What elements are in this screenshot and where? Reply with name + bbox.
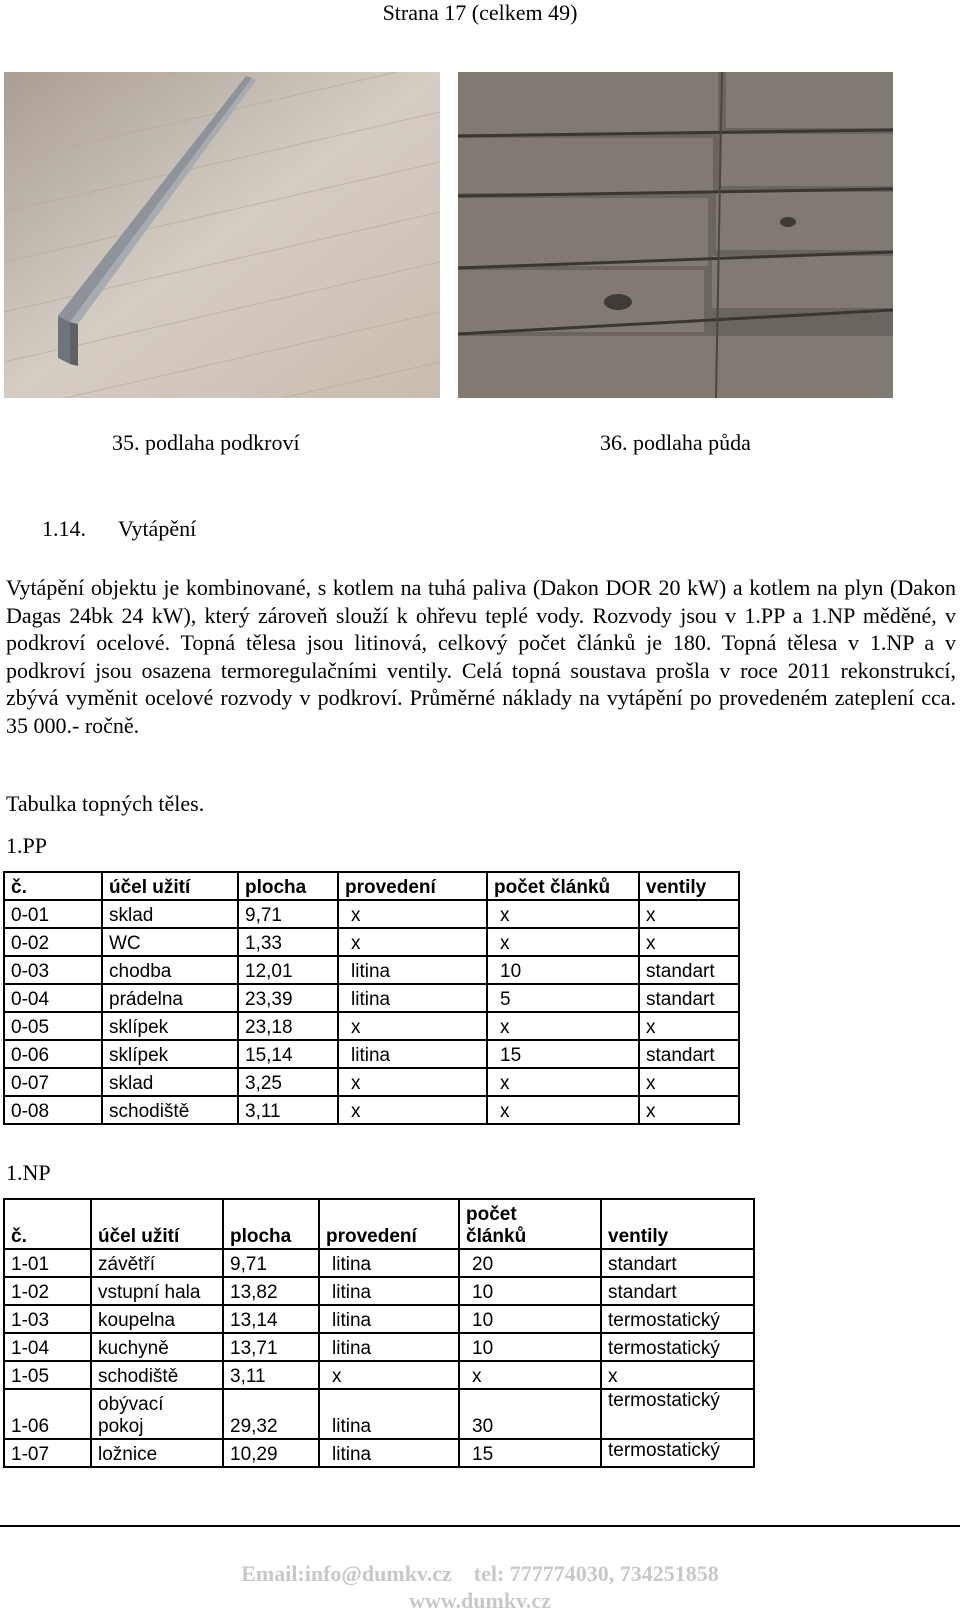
table-cell: 0-05 <box>4 1012 102 1040</box>
table-cell: litina <box>319 1333 459 1361</box>
table-cell: litina <box>338 956 487 984</box>
table-header-row <box>4 1199 754 1249</box>
table-row <box>4 956 739 984</box>
header-cell: účel užití <box>91 1199 223 1249</box>
table-cell: litina <box>319 1277 459 1305</box>
table-cell: 1-05 <box>4 1361 91 1389</box>
table-cell: litina <box>319 1305 459 1333</box>
header-cell: provedení <box>319 1199 459 1249</box>
table-cell: 0-01 <box>4 900 102 928</box>
table-cell: x <box>338 1068 487 1096</box>
table-cell: chodba <box>102 956 238 984</box>
table-cell: standart <box>601 1277 754 1305</box>
table-row <box>4 900 739 928</box>
table-cell: 1-07 <box>4 1439 91 1467</box>
table-row <box>4 984 739 1012</box>
header-cell: č. <box>4 872 102 900</box>
table-cell: x <box>338 1096 487 1124</box>
table-cell: 20 <box>459 1249 601 1277</box>
table-cell: 3,25 <box>238 1068 338 1096</box>
table-row <box>4 928 739 956</box>
table-cell: 29,32 <box>223 1389 319 1439</box>
table-cell: 0-03 <box>4 956 102 984</box>
table-cell: litina <box>338 984 487 1012</box>
table-cell: x <box>338 1012 487 1040</box>
radiator-table-basement <box>3 871 740 1125</box>
photo-attic-floor <box>4 72 440 398</box>
page-number: Strana 17 (celkem 49) <box>382 0 578 25</box>
table-cell: termostatický <box>601 1333 754 1361</box>
table-row <box>4 1040 739 1068</box>
footer-website: www.dumkv.cz <box>409 1588 551 1613</box>
table-cell: termostatický <box>601 1305 754 1333</box>
table-cell: 1-01 <box>4 1249 91 1277</box>
heating-description: Vytápění objektu je kombinované, s kotlem na tuhá paliva (Dakon DOR 20 kW) a kotlem na plyn (Dakon Dagas 24bk 24 kW), který zároveň slouží k ohřevu teplé vody. Rozvody jsou v 1.PP a 1.NP měděné, v podkroví ocelové. Topná tělesa jsou litinová, celkový počet článků je 180. Topná tělesa v 1.NP a v podkroví jsou osazena termoregulačními ventily. Celá topná soustava prošla v roce 2011 rekonstrukcí, zbývá vyměnit ocelové rozvody v podkroví. Průměrné náklady na vytápění po provedeném zateplení cca. 35 000.- ročně. <box>6 575 956 738</box>
table-cell: schodiště <box>102 1096 238 1124</box>
table-cell: 1,33 <box>238 928 338 956</box>
table-cell: 10 <box>487 956 639 984</box>
photo-caption-1: 35. podlaha podkroví <box>112 430 300 455</box>
table-cell: 15 <box>487 1040 639 1068</box>
photo-loft-floor <box>458 72 893 398</box>
table-cell: x <box>601 1361 754 1389</box>
table-cell: x <box>639 1012 739 1040</box>
table-cell: 1-02 <box>4 1277 91 1305</box>
table-row <box>4 1439 754 1467</box>
table-cell: litina <box>319 1389 459 1439</box>
table-header-row <box>4 872 739 900</box>
table-cell: x <box>487 1096 639 1124</box>
table-cell: 0-08 <box>4 1096 102 1124</box>
table-title: Tabulka topných těles. <box>6 791 205 816</box>
table-cell: 0-06 <box>4 1040 102 1068</box>
table-cell: vstupní hala <box>91 1277 223 1305</box>
table-cell: 1-04 <box>4 1333 91 1361</box>
table-row <box>4 1305 754 1333</box>
table-cell: x <box>487 900 639 928</box>
table-cell: 5 <box>487 984 639 1012</box>
floor-label-ground: 1.NP <box>6 1160 51 1185</box>
table-body <box>4 1249 754 1467</box>
table-cell: sklípek <box>102 1040 238 1068</box>
section-number: 1.14. <box>42 516 86 541</box>
floor-label-basement: 1.PP <box>6 833 47 858</box>
table-cell: 10 <box>459 1305 601 1333</box>
header-cell: počet článků <box>487 872 639 900</box>
header-cell: účel užití <box>102 872 238 900</box>
table-cell: kuchyně <box>91 1333 223 1361</box>
table-cell: x <box>338 900 487 928</box>
table-cell: schodiště <box>91 1361 223 1389</box>
table-cell: standart <box>601 1249 754 1277</box>
header-cell: ventily <box>601 1199 754 1249</box>
table-row <box>4 1249 754 1277</box>
radiator-table-ground <box>3 1198 755 1468</box>
table-cell: standart <box>639 1040 739 1068</box>
table-cell: x <box>487 1068 639 1096</box>
table-cell: 15,14 <box>238 1040 338 1068</box>
table-cell: x <box>639 1096 739 1124</box>
table-cell: WC <box>102 928 238 956</box>
table-cell: 15 <box>459 1439 601 1467</box>
table-cell: termostatický <box>601 1389 754 1439</box>
table-cell: litina <box>319 1249 459 1277</box>
table-cell: litina <box>338 1040 487 1068</box>
table-row <box>4 1277 754 1305</box>
table-cell: x <box>487 928 639 956</box>
table-cell: litina <box>319 1439 459 1467</box>
table-cell: 0-02 <box>4 928 102 956</box>
table-cell: sklad <box>102 900 238 928</box>
table-cell: koupelna <box>91 1305 223 1333</box>
table-cell: obývací pokoj <box>91 1389 223 1439</box>
table-row <box>4 1096 739 1124</box>
table-cell: 10 <box>459 1277 601 1305</box>
table-cell: 23,18 <box>238 1012 338 1040</box>
table-cell: x <box>639 1068 739 1096</box>
table-cell: x <box>338 928 487 956</box>
table-row <box>4 1068 739 1096</box>
table-row <box>4 1361 754 1389</box>
table-cell: x <box>319 1361 459 1389</box>
section-heading <box>42 516 196 542</box>
table-cell: x <box>459 1361 601 1389</box>
table-cell: 10 <box>459 1333 601 1361</box>
header-cell: počet článků <box>459 1199 601 1249</box>
footer-contact: Email:info@dumkv.cz tel: 777774030, 734251858 <box>241 1561 719 1586</box>
table-cell: standart <box>639 956 739 984</box>
section-title: Vytápění <box>118 516 197 541</box>
table-body <box>4 900 739 1124</box>
header-cell: č. <box>4 1199 91 1249</box>
table-cell: ložnice <box>91 1439 223 1467</box>
table-cell: 1-03 <box>4 1305 91 1333</box>
table-cell: 9,71 <box>223 1249 319 1277</box>
table-cell: 23,39 <box>238 984 338 1012</box>
table-cell: 13,82 <box>223 1277 319 1305</box>
table-cell: 10,29 <box>223 1439 319 1467</box>
header-cell: plocha <box>223 1199 319 1249</box>
header-cell: ventily <box>639 872 739 900</box>
table-cell: 30 <box>459 1389 601 1439</box>
table-cell: sklípek <box>102 1012 238 1040</box>
footer-divider <box>0 1525 960 1527</box>
header-cell: plocha <box>238 872 338 900</box>
table-cell: standart <box>639 984 739 1012</box>
table-cell: x <box>639 928 739 956</box>
table-cell: 0-04 <box>4 984 102 1012</box>
table-cell: 1-06 <box>4 1389 91 1439</box>
table-cell: sklad <box>102 1068 238 1096</box>
table-cell: prádelna <box>102 984 238 1012</box>
header-cell: provedení <box>338 872 487 900</box>
table-row <box>4 1333 754 1361</box>
table-cell: 0-07 <box>4 1068 102 1096</box>
photo-caption-2: 36. podlaha půda <box>600 430 751 455</box>
table-row <box>4 1012 739 1040</box>
table-cell: 3,11 <box>223 1361 319 1389</box>
table-cell: termostatický <box>601 1439 754 1467</box>
table-cell: x <box>487 1012 639 1040</box>
table-cell: 13,71 <box>223 1333 319 1361</box>
table-cell: 9,71 <box>238 900 338 928</box>
table-row <box>4 1389 754 1439</box>
table-cell: 3,11 <box>238 1096 338 1124</box>
table-cell: x <box>639 900 739 928</box>
table-cell: 12,01 <box>238 956 338 984</box>
table-cell: 13,14 <box>223 1305 319 1333</box>
table-cell: závětří <box>91 1249 223 1277</box>
